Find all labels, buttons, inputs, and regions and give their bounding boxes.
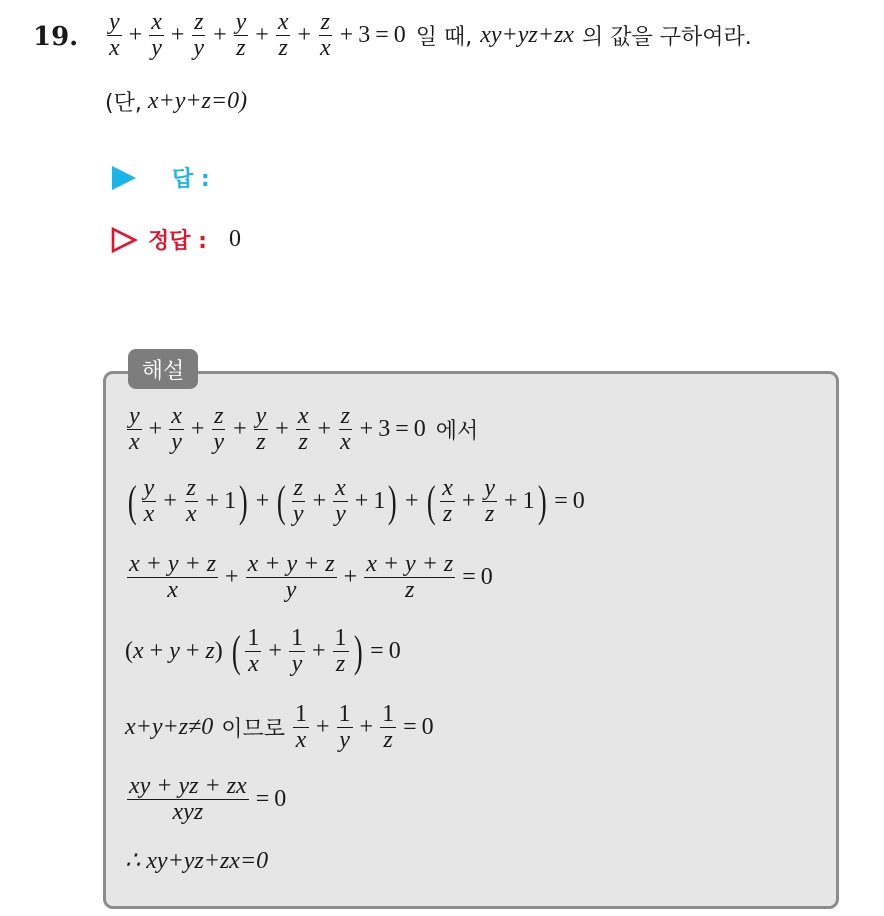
answer-label: 답 : bbox=[172, 167, 210, 192]
note-prefix: (단, bbox=[105, 91, 142, 116]
solution-line-4: (x + y + z) ( $\frac{1}{x}$ + $\frac{1}{y}$ + $\frac{1}{z}$ ) = 0 bbox=[125, 625, 401, 678]
answer-row bbox=[110, 162, 210, 193]
play-filled-icon bbox=[110, 164, 138, 192]
condition-suffix: 일 때, bbox=[415, 25, 473, 51]
solution-line-6: $\frac{xy + yz + zx}{\text{xyz}}$ = 0 bbox=[129, 773, 287, 826]
problem-note bbox=[105, 86, 247, 117]
correct-answer-label: 정답 : bbox=[148, 229, 207, 254]
correct-answer-row bbox=[110, 224, 241, 255]
note-math: x+y+z=0) bbox=[147, 88, 248, 114]
solution-line-1: $\frac{y}{x}$ + $\frac{x}{y}$ + $\frac{z}{y}$ + $\frac{y}{z}$ + $\frac{x}{z}$ + $\frac{z}{x}$ + 3 = 0 에서 bbox=[129, 403, 479, 456]
solution-final-text: ∴ xy+yz+zx=0 bbox=[125, 848, 269, 874]
solution-line-2: ( $\frac{y}{x}$ + $\frac{z}{x}$ + 1 ) + ( $\frac{z}{y}$ + $\frac{x}{y}$ + 1 ) + ( $\frac{x}{z}$ + $\frac{y}{z}$ + 1 ) = 0 bbox=[127, 475, 585, 528]
solution-line-5: x+y+z≠0 이므로 $\frac{1}{x}$ + $\frac{1}{y}$ + $\frac{1}{z}$ = 0 bbox=[125, 701, 434, 754]
target-expression: xy+yz+zx bbox=[480, 22, 574, 49]
solution-line-5-math: x+y+z≠0 bbox=[125, 714, 214, 741]
solution-line-1-suffix: 에서 bbox=[435, 419, 479, 445]
correct-answer-value: 0 bbox=[228, 226, 241, 252]
solution-line-3: $\frac{x + y + z}{x}$ + $\frac{x + y + z}{y}$ + $\frac{x + y + z}{z}$ = 0 bbox=[129, 551, 493, 604]
problem-equation: $\frac{y}{x}$ + $\frac{x}{y}$ + $\frac{z}{y}$ + $\frac{y}{z}$ + $\frac{x}{z}$ + $\frac{z}{x}$ + 3 = 0 일 때, xy+yz+zx 의 값을 구하여라. bbox=[109, 9, 752, 62]
question-text: 의 값을 구하여라. bbox=[581, 25, 752, 51]
solution-line-5-text: 이므로 bbox=[221, 717, 285, 743]
solution-tab: 해설 bbox=[128, 349, 198, 389]
play-outline-icon bbox=[110, 226, 138, 254]
problem-number: 19. bbox=[33, 22, 79, 52]
solution-final bbox=[125, 846, 268, 875]
